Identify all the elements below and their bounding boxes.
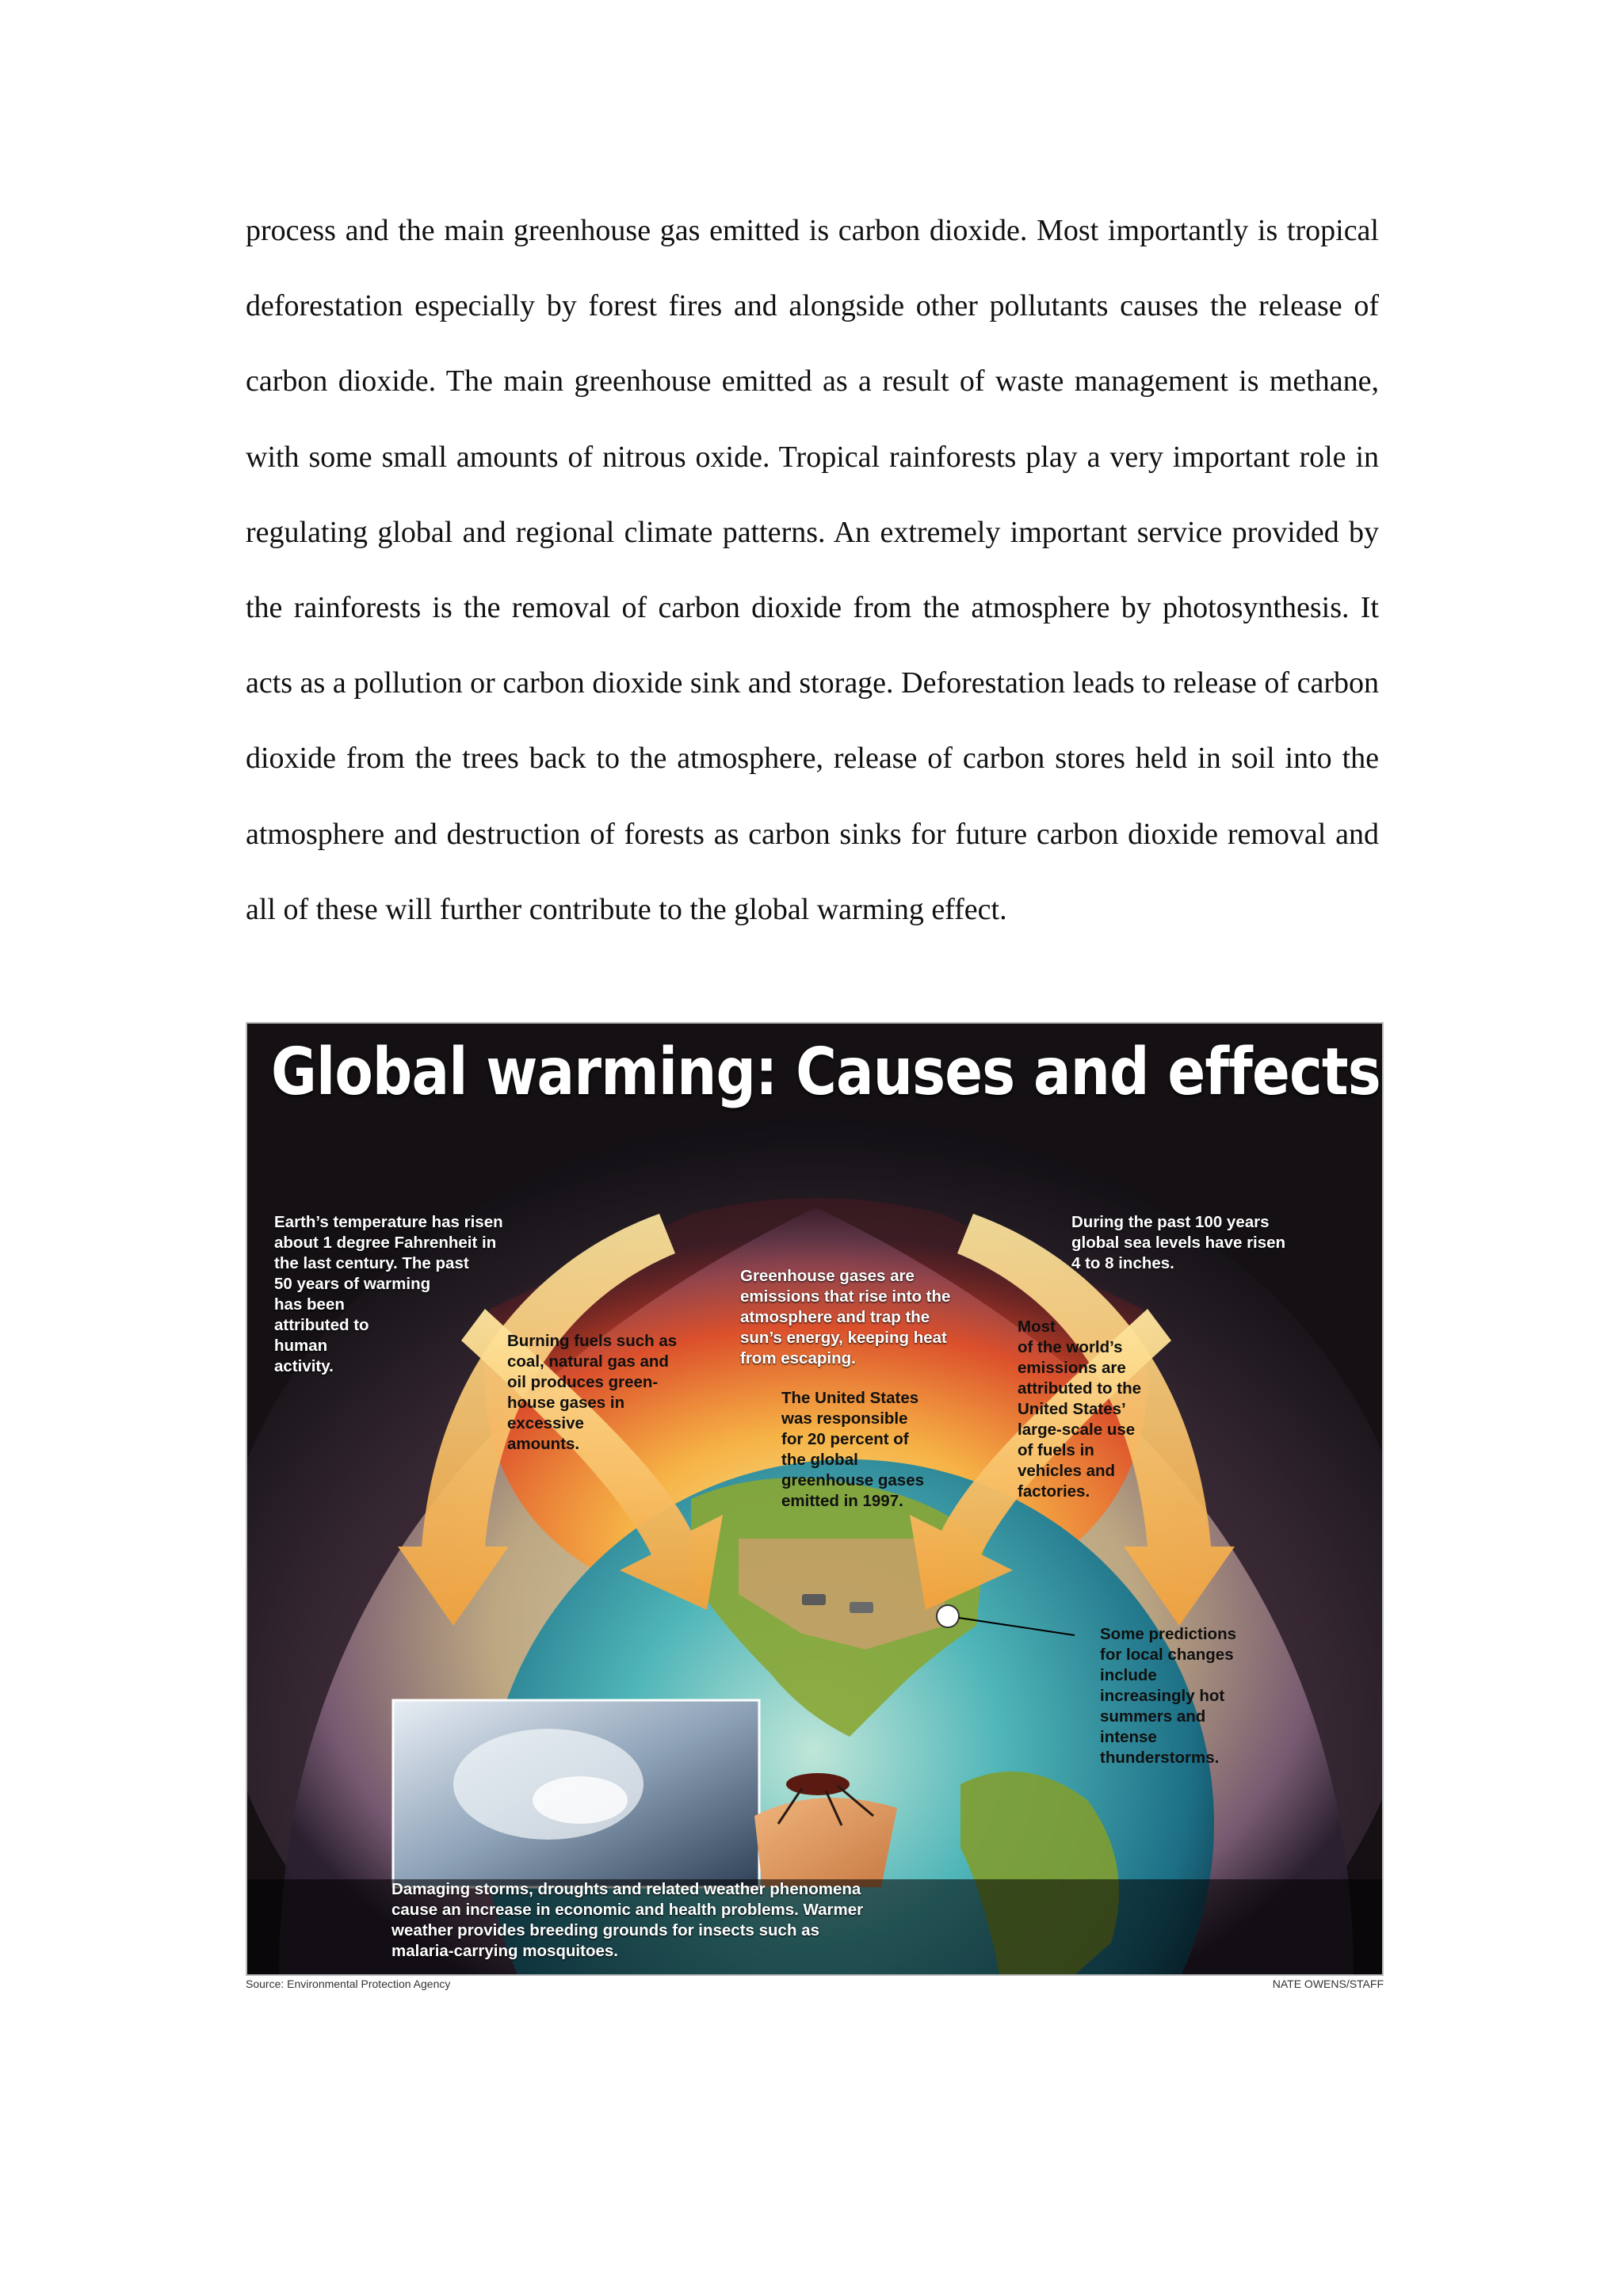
us-share-note: The United States was responsible for 20 percent of the global greenhouse gases emitted in 1997. bbox=[781, 1389, 925, 1510]
car-graphic bbox=[802, 1594, 826, 1605]
global-warming-infographic bbox=[246, 1022, 1384, 1976]
mosquito-body bbox=[786, 1773, 850, 1795]
storms-note: Damaging storms, droughts and related weather phenomena cause an increase in economic and health problems. Warmer weather provides breeding grounds for insects such as malaria-carrying mosquitoes. bbox=[391, 1880, 864, 1960]
source-credit: Source: Environmental Protection Agency bbox=[246, 1978, 451, 1990]
car-graphic bbox=[850, 1602, 873, 1613]
artist-credit: NATE OWENS/STAFF bbox=[1272, 1978, 1384, 1990]
predictions-note: Some predictions for local changes include increasingly hot summers and intense thunderstorms. bbox=[1100, 1625, 1237, 1767]
greenhouse-note: Greenhouse gases are emissions that rise into the atmosphere and trap the sun’s energy, keeping heat from escaping. bbox=[740, 1267, 951, 1367]
sea-level-note: During the past 100 years global sea levels have risen 4 to 8 inches. bbox=[1071, 1213, 1286, 1272]
location-marker bbox=[937, 1605, 959, 1627]
storm-cloud-swirl bbox=[533, 1776, 628, 1824]
temperature-note: Earth’s temperature has risen about 1 degree Fahrenheit in the last century. The past 50 years of warming has been attributed to human activity. bbox=[274, 1213, 503, 1375]
infographic-title: Global warming: Causes and effects bbox=[271, 1035, 1381, 1110]
emissions-note: Most of the world’s emissions are attributed to the United States’ large-scale use of fuels in vehicles and factories. bbox=[1018, 1318, 1142, 1501]
skin-photo bbox=[754, 1798, 897, 1887]
fuels-note: Burning fuels such as coal, natural gas and oil produces green- house gases in excessive amounts. bbox=[507, 1332, 678, 1453]
body-paragraph: process and the main greenhouse gas emitted is carbon dioxide. Most importantly is tropical deforestation especially by forest fires and alongside other pollutants causes the release of carbon dioxide. The main greenhouse emitted as a result of waste management is methane, with some small amounts of nitrous oxide. Tropical rainforests play a very important role in regulating global and regional climate patterns. An extremely important service provided by the rainforests is the removal of carbon dioxide from the atmosphere by photosynthesis. It acts as a pollution or carbon dioxide sink and storage. Deforestation leads to release of carbon dioxide from the trees back to the atmosphere, release of carbon stores held in soil into the atmosphere and destruction of forests as carbon sinks for future carbon dioxide removal and all of these will further contribute to the global warming effect. bbox=[246, 214, 1379, 926]
